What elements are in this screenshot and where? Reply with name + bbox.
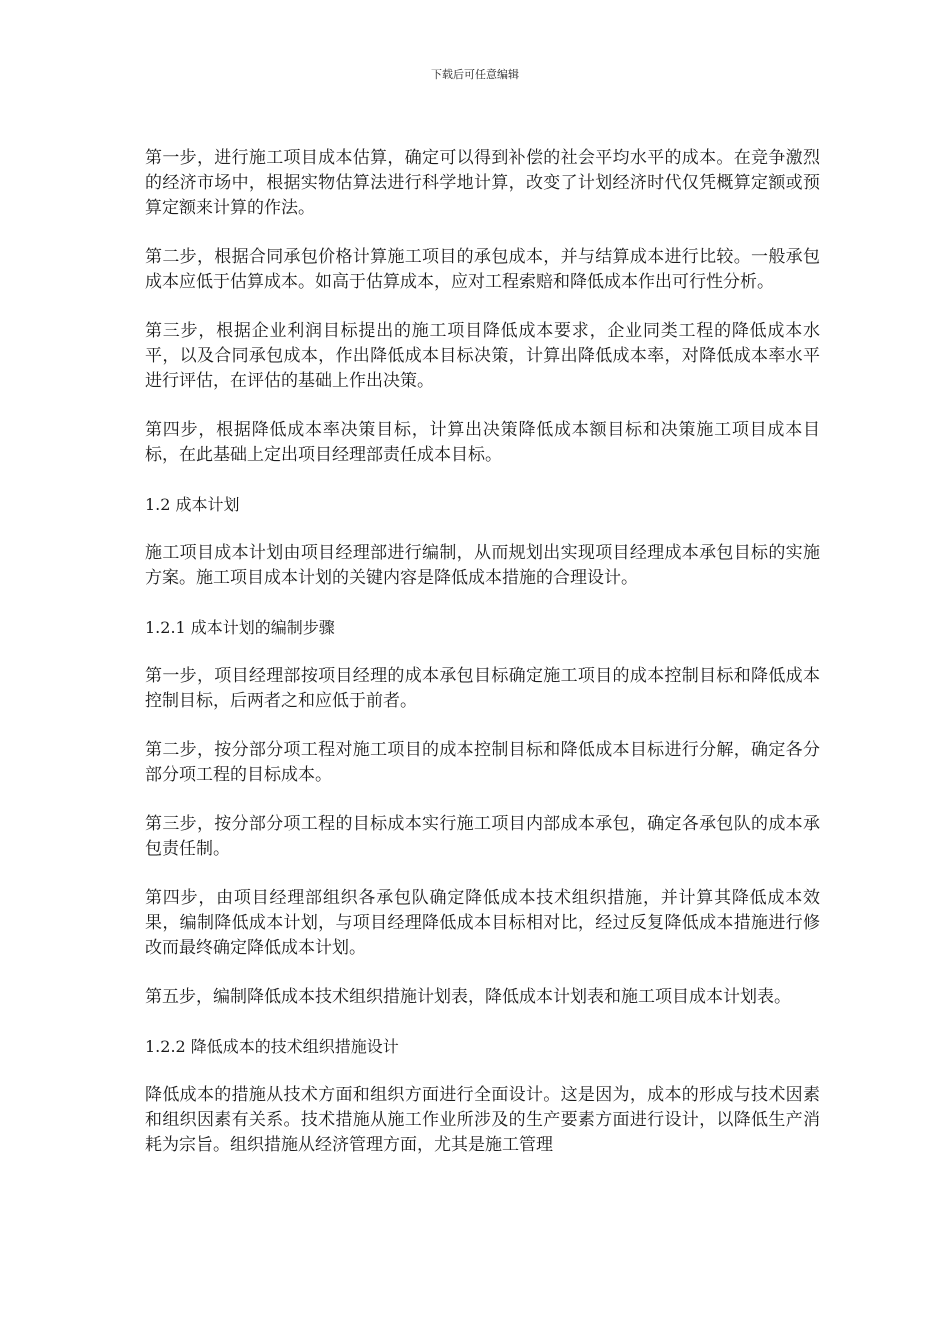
paragraph-plan-step-2: 第二步，按分部分项工程对施工项目的成本控制目标和降低成本目标进行分解，确定各分部分项工程的目标成本。 [145, 740, 820, 785]
paragraph-step-3: 第三步，根据企业利润目标提出的施工项目降低成本要求，企业同类工程的降低成本水平，以及合同承包成本，作出降低成本目标决策，计算出降低成本率，对降低成本率水平进行评估，在评估的基础上作出决策。 [145, 321, 820, 391]
paragraph-plan-step-1: 第一步，项目经理部按项目经理的成本承包目标确定施工项目的成本控制目标和降低成本控制目标，后两者之和应低于前者。 [145, 666, 820, 711]
paragraph-step-4: 第四步，根据降低成本率决策目标，计算出决策降低成本额目标和决策施工项目成本目标，在此基础上定出项目经理部责任成本目标。 [145, 420, 820, 465]
paragraph-plan-step-5: 第五步，编制降低成本技术组织措施计划表，降低成本计划表和施工项目成本计划表。 [145, 987, 791, 1007]
paragraph-cost-plan-intro: 施工项目成本计划由项目经理部进行编制，从而规划出实现项目经理成本承包目标的实施方案。施工项目成本计划的关键内容是降低成本措施的合理设计。 [145, 543, 820, 588]
section-heading-1-2-1: 1.2.1 成本计划的编制步骤 [145, 618, 335, 637]
paragraph-step-1: 第一步，进行施工项目成本估算，确定可以得到补偿的社会平均水平的成本。在竞争激烈的经济市场中，根据实物估算法进行科学地计算，改变了计划经济时代仅凭概算定额或预算定额来计算的作法。 [145, 148, 820, 218]
paragraph-measures-design: 降低成本的措施从技术方面和组织方面进行全面设计。这是因为，成本的形成与技术因素和组织因素有关系。技术措施从施工作业所涉及的生产要素方面进行设计，以降低生产消耗为宗旨。组织措施从经济管理方面，尤其是施工管理 [145, 1085, 820, 1155]
paragraph-plan-step-4: 第四步，由项目经理部组织各承包队确定降低成本技术组织措施，并计算其降低成本效果，编制降低成本计划，与项目经理降低成本目标相对比，经过反复降低成本措施进行修改而最终确定降低成本计划。 [145, 888, 820, 958]
paragraph-step-2: 第二步，根据合同承包价格计算施工项目的承包成本，并与结算成本进行比较。一般承包成本应低于估算成本。如高于估算成本，应对工程索赔和降低成本作出可行性分析。 [145, 247, 820, 292]
document-body [145, 146, 820, 1182]
section-heading-1-2: 1.2 成本计划 [145, 495, 240, 514]
paragraph-plan-step-3: 第三步，按分部分项工程的目标成本实行施工项目内部成本承包，确定各承包队的成本承包责任制。 [145, 814, 820, 859]
page-header: 下载后可任意编辑 [431, 68, 519, 81]
section-heading-1-2-2: 1.2.2 降低成本的技术组织措施设计 [145, 1037, 399, 1056]
